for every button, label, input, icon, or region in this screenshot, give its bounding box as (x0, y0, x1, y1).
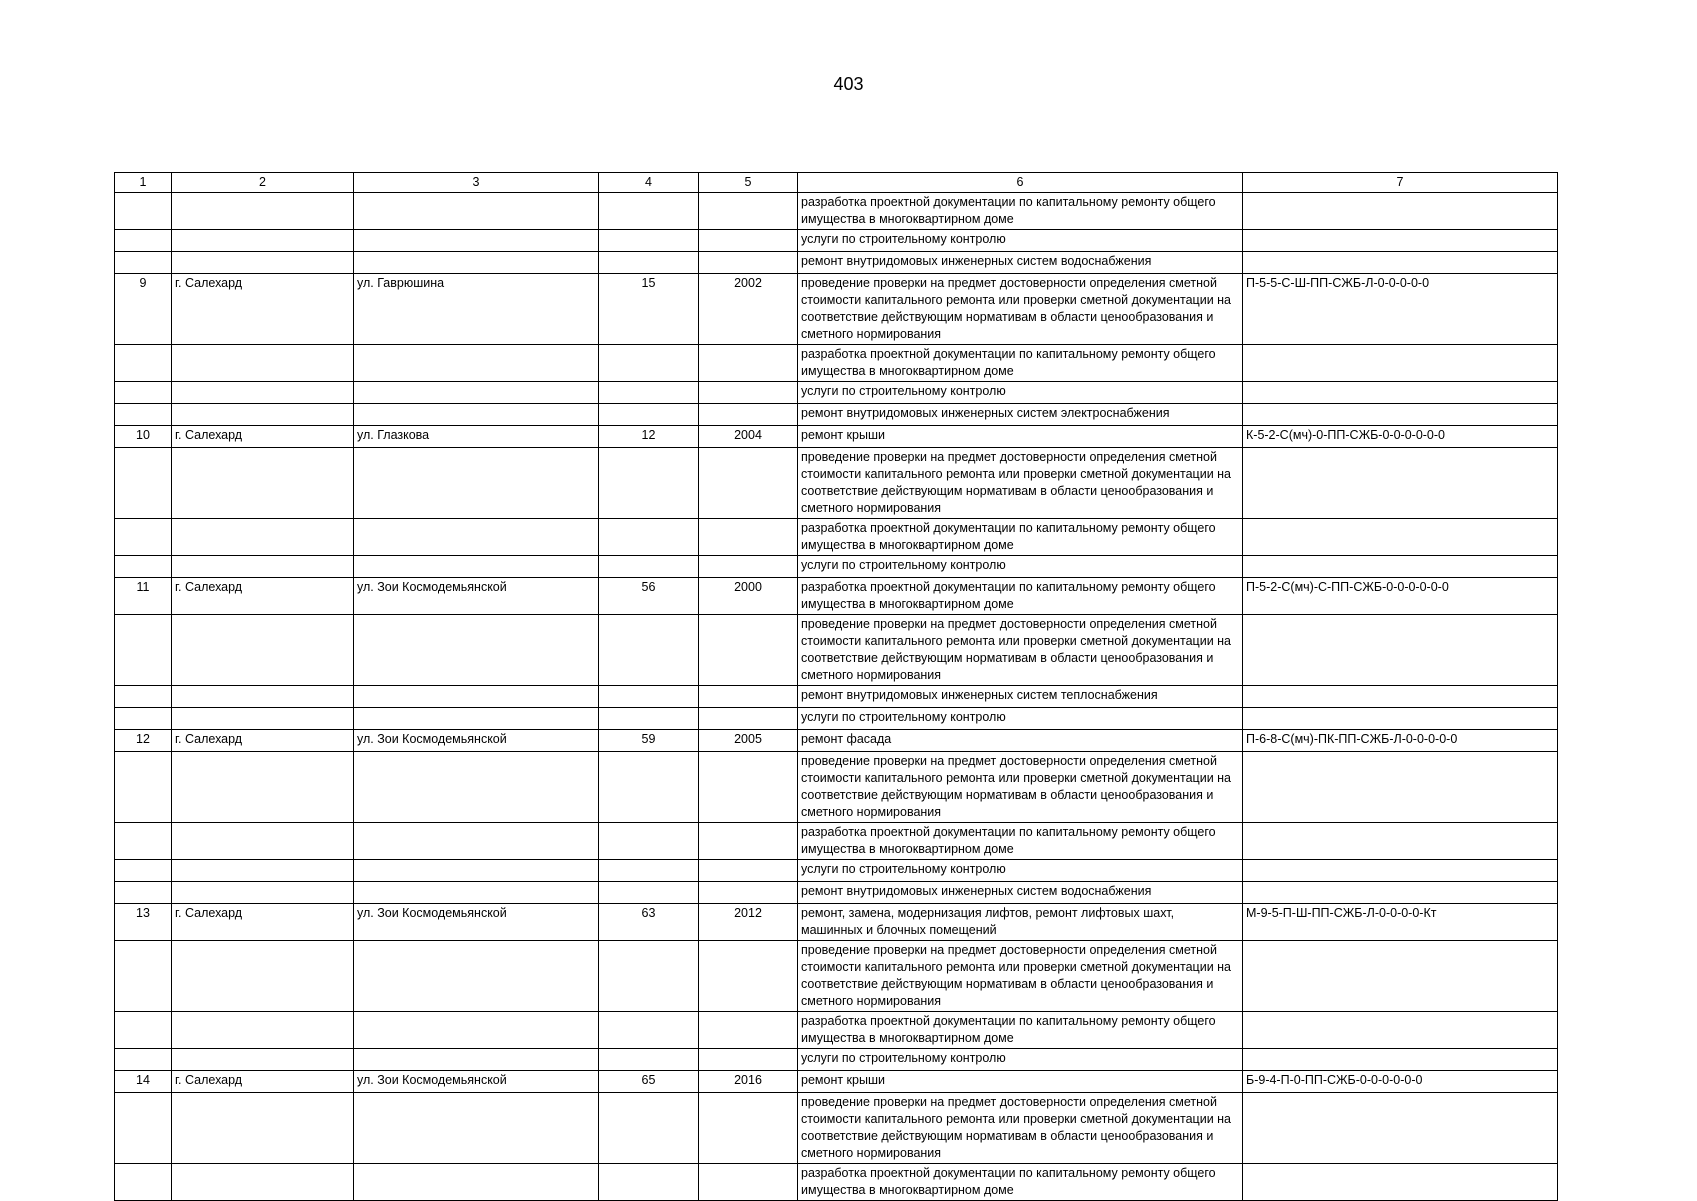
year-cell (699, 752, 798, 823)
street-cell (354, 752, 599, 823)
work-type-cell: проведение проверки на предмет достоверности определения сметной стоимости капитального ремонта или проверки сметной документации на соответствие действующим нормативам в области ценообразования и сметного нормирования (798, 752, 1243, 823)
house-number-cell: 63 (599, 904, 699, 941)
house-code-cell (1243, 252, 1558, 274)
work-type-cell: проведение проверки на предмет достоверности определения сметной стоимости капитального ремонта или проверки сметной документации на соответствие действующим нормативам в области ценообразования и сметного нормирования (798, 448, 1243, 519)
year-cell (699, 382, 798, 404)
house-number-cell (599, 615, 699, 686)
city-cell (172, 345, 354, 382)
house-number-cell: 56 (599, 578, 699, 615)
year-cell (699, 252, 798, 274)
house-number-cell (599, 1093, 699, 1164)
work-type-cell: услуги по строительному контролю (798, 1049, 1243, 1071)
house-number-cell (599, 1164, 699, 1201)
table-row (115, 1012, 1558, 1049)
table-row (115, 404, 1558, 426)
street-cell (354, 823, 599, 860)
row-number-cell (115, 1164, 172, 1201)
row-number-cell (115, 345, 172, 382)
work-type-cell: ремонт фасада (798, 730, 1243, 752)
house-number-cell: 65 (599, 1071, 699, 1093)
year-cell: 2002 (699, 274, 798, 345)
table-row (115, 1071, 1558, 1093)
year-cell (699, 193, 798, 230)
work-type-cell: ремонт крыши (798, 1071, 1243, 1093)
year-cell: 2012 (699, 904, 798, 941)
house-code-cell (1243, 556, 1558, 578)
row-number-cell (115, 1049, 172, 1071)
work-type-cell: ремонт, замена, модернизация лифтов, ремонт лифтовых шахт, машинных и блочных помещений (798, 904, 1243, 941)
street-cell: ул. Зои Космодемьянской (354, 904, 599, 941)
house-number-cell (599, 448, 699, 519)
house-code-cell (1243, 193, 1558, 230)
row-number-cell: 13 (115, 904, 172, 941)
city-cell (172, 404, 354, 426)
house-number-cell (599, 230, 699, 252)
year-cell (699, 882, 798, 904)
city-cell (172, 1164, 354, 1201)
house-code-cell (1243, 519, 1558, 556)
work-type-cell: разработка проектной документации по капитальному ремонту общего имущества в многоквартирном доме (798, 1164, 1243, 1201)
house-code-cell (1243, 615, 1558, 686)
year-cell (699, 230, 798, 252)
city-cell (172, 193, 354, 230)
row-number-cell (115, 519, 172, 556)
city-cell (172, 1093, 354, 1164)
table-row (115, 708, 1558, 730)
work-type-cell: услуги по строительному контролю (798, 382, 1243, 404)
year-cell (699, 860, 798, 882)
housing-repair-table (114, 172, 1558, 1201)
row-number-cell (115, 941, 172, 1012)
house-number-cell (599, 708, 699, 730)
table-row (115, 193, 1558, 230)
row-number-cell (115, 686, 172, 708)
house-code-cell (1243, 404, 1558, 426)
house-number-cell (599, 882, 699, 904)
street-cell: ул. Гаврюшина (354, 274, 599, 345)
row-number-cell (115, 1093, 172, 1164)
house-code-cell (1243, 882, 1558, 904)
work-type-cell: разработка проектной документации по капитальному ремонту общего имущества в многоквартирном доме (798, 1012, 1243, 1049)
house-number-cell (599, 345, 699, 382)
row-number-cell: 12 (115, 730, 172, 752)
table-row (115, 752, 1558, 823)
year-cell (699, 941, 798, 1012)
city-cell (172, 686, 354, 708)
work-type-cell: проведение проверки на предмет достоверности определения сметной стоимости капитального ремонта или проверки сметной документации на соответствие действующим нормативам в области ценообразования и сметного нормирования (798, 1093, 1243, 1164)
table-row (115, 578, 1558, 615)
work-type-cell: услуги по строительному контролю (798, 708, 1243, 730)
column-header-5: 5 (699, 173, 798, 193)
row-number-cell (115, 882, 172, 904)
street-cell (354, 708, 599, 730)
house-code-cell: П-5-5-С-Ш-ПП-СЖБ-Л-0-0-0-0-0 (1243, 274, 1558, 345)
year-cell (699, 823, 798, 860)
year-cell: 2016 (699, 1071, 798, 1093)
table-row (115, 519, 1558, 556)
work-type-cell: ремонт внутридомовых инженерных систем электроснабжения (798, 404, 1243, 426)
street-cell: ул. Зои Космодемьянской (354, 730, 599, 752)
street-cell (354, 1012, 599, 1049)
house-number-cell (599, 823, 699, 860)
year-cell (699, 686, 798, 708)
column-header-7: 7 (1243, 173, 1558, 193)
house-code-cell (1243, 1164, 1558, 1201)
row-number-cell (115, 404, 172, 426)
table-row (115, 686, 1558, 708)
street-cell (354, 404, 599, 426)
city-cell (172, 752, 354, 823)
house-number-cell (599, 556, 699, 578)
page-number: 403 (833, 74, 864, 94)
street-cell (354, 193, 599, 230)
house-number-cell (599, 1012, 699, 1049)
year-cell (699, 1164, 798, 1201)
house-code-cell (1243, 448, 1558, 519)
city-cell (172, 1049, 354, 1071)
row-number-cell: 11 (115, 578, 172, 615)
year-cell (699, 1093, 798, 1164)
house-code-cell (1243, 345, 1558, 382)
table-row (115, 426, 1558, 448)
table-row (115, 823, 1558, 860)
street-cell: ул. Зои Космодемьянской (354, 1071, 599, 1093)
table-row (115, 274, 1558, 345)
city-cell: г. Салехард (172, 1071, 354, 1093)
house-code-cell (1243, 686, 1558, 708)
house-code-cell (1243, 382, 1558, 404)
year-cell (699, 404, 798, 426)
work-type-cell: ремонт крыши (798, 426, 1243, 448)
street-cell (354, 556, 599, 578)
house-number-cell: 59 (599, 730, 699, 752)
year-cell (699, 615, 798, 686)
street-cell (354, 230, 599, 252)
work-type-cell: проведение проверки на предмет достоверности определения сметной стоимости капитального ремонта или проверки сметной документации на соответствие действующим нормативам в области ценообразования и сметного нормирования (798, 615, 1243, 686)
table-row (115, 860, 1558, 882)
work-type-cell: разработка проектной документации по капитальному ремонту общего имущества в многоквартирном доме (798, 193, 1243, 230)
city-cell (172, 823, 354, 860)
row-number-cell (115, 448, 172, 519)
work-type-cell: разработка проектной документации по капитальному ремонту общего имущества в многоквартирном доме (798, 578, 1243, 615)
table-row (115, 345, 1558, 382)
house-number-cell (599, 1049, 699, 1071)
house-code-cell (1243, 860, 1558, 882)
year-cell (699, 708, 798, 730)
city-cell (172, 230, 354, 252)
row-number-cell (115, 823, 172, 860)
street-cell (354, 882, 599, 904)
city-cell: г. Салехард (172, 904, 354, 941)
column-header-4: 4 (599, 173, 699, 193)
city-cell (172, 941, 354, 1012)
house-number-cell (599, 382, 699, 404)
city-cell (172, 1012, 354, 1049)
table-row (115, 941, 1558, 1012)
work-type-cell: проведение проверки на предмет достоверности определения сметной стоимости капитального ремонта или проверки сметной документации на соответствие действующим нормативам в области ценообразования и сметного нормирования (798, 941, 1243, 1012)
house-code-cell (1243, 1093, 1558, 1164)
house-code-cell (1243, 1012, 1558, 1049)
year-cell (699, 556, 798, 578)
house-number-cell: 15 (599, 274, 699, 345)
house-code-cell (1243, 1049, 1558, 1071)
street-cell: ул. Зои Космодемьянской (354, 578, 599, 615)
city-cell (172, 519, 354, 556)
table-row (115, 1164, 1558, 1201)
street-cell (354, 686, 599, 708)
house-code-cell (1243, 708, 1558, 730)
house-code-cell (1243, 941, 1558, 1012)
row-number-cell (115, 1012, 172, 1049)
street-cell (354, 941, 599, 1012)
year-cell (699, 1012, 798, 1049)
work-type-cell: услуги по строительному контролю (798, 860, 1243, 882)
house-number-cell (599, 752, 699, 823)
city-cell (172, 556, 354, 578)
house-number-cell (599, 519, 699, 556)
row-number-cell: 14 (115, 1071, 172, 1093)
row-number-cell (115, 708, 172, 730)
year-cell (699, 345, 798, 382)
street-cell (354, 1049, 599, 1071)
year-cell (699, 448, 798, 519)
work-type-cell: разработка проектной документации по капитальному ремонту общего имущества в многоквартирном доме (798, 823, 1243, 860)
work-type-cell: ремонт внутридомовых инженерных систем водоснабжения (798, 882, 1243, 904)
table-row (115, 382, 1558, 404)
street-cell (354, 860, 599, 882)
city-cell: г. Салехард (172, 578, 354, 615)
city-cell (172, 708, 354, 730)
city-cell (172, 448, 354, 519)
house-code-cell (1243, 230, 1558, 252)
table-row (115, 556, 1558, 578)
table-row (115, 730, 1558, 752)
work-type-cell: ремонт внутридомовых инженерных систем водоснабжения (798, 252, 1243, 274)
row-number-cell: 10 (115, 426, 172, 448)
work-type-cell: услуги по строительному контролю (798, 230, 1243, 252)
column-header-6: 6 (798, 173, 1243, 193)
row-number-cell (115, 193, 172, 230)
table-row (115, 1049, 1558, 1071)
house-number-cell (599, 860, 699, 882)
house-number-cell (599, 193, 699, 230)
city-cell (172, 882, 354, 904)
house-number-cell (599, 941, 699, 1012)
row-number-cell (115, 556, 172, 578)
house-code-cell (1243, 823, 1558, 860)
table-row (115, 230, 1558, 252)
work-type-cell: услуги по строительному контролю (798, 556, 1243, 578)
year-cell (699, 1049, 798, 1071)
house-code-cell: П-6-8-С(мч)-ПК-ПП-СЖБ-Л-0-0-0-0-0 (1243, 730, 1558, 752)
street-cell (354, 448, 599, 519)
table-header-row (115, 173, 1558, 193)
house-code-cell: П-5-2-С(мч)-С-ПП-СЖБ-0-0-0-0-0-0 (1243, 578, 1558, 615)
row-number-cell (115, 230, 172, 252)
street-cell (354, 615, 599, 686)
row-number-cell (115, 382, 172, 404)
row-number-cell (115, 615, 172, 686)
table-row (115, 1093, 1558, 1164)
house-code-cell: М-9-5-П-Ш-ПП-СЖБ-Л-0-0-0-0-Кт (1243, 904, 1558, 941)
table-row (115, 252, 1558, 274)
house-number-cell (599, 404, 699, 426)
street-cell (354, 345, 599, 382)
street-cell (354, 252, 599, 274)
street-cell: ул. Глазкова (354, 426, 599, 448)
house-code-cell: К-5-2-С(мч)-0-ПП-СЖБ-0-0-0-0-0-0 (1243, 426, 1558, 448)
table-row (115, 882, 1558, 904)
column-header-2: 2 (172, 173, 354, 193)
street-cell (354, 519, 599, 556)
city-cell: г. Салехард (172, 730, 354, 752)
year-cell (699, 519, 798, 556)
work-type-cell: ремонт внутридомовых инженерных систем теплоснабжения (798, 686, 1243, 708)
street-cell (354, 1093, 599, 1164)
house-number-cell (599, 686, 699, 708)
house-code-cell: Б-9-4-П-0-ПП-СЖБ-0-0-0-0-0-0 (1243, 1071, 1558, 1093)
row-number-cell (115, 752, 172, 823)
city-cell (172, 860, 354, 882)
house-code-cell (1243, 752, 1558, 823)
house-number-cell: 12 (599, 426, 699, 448)
column-header-3: 3 (354, 173, 599, 193)
city-cell (172, 615, 354, 686)
work-type-cell: разработка проектной документации по капитальному ремонту общего имущества в многоквартирном доме (798, 519, 1243, 556)
house-number-cell (599, 252, 699, 274)
column-header-1: 1 (115, 173, 172, 193)
year-cell: 2000 (699, 578, 798, 615)
street-cell (354, 1164, 599, 1201)
row-number-cell (115, 860, 172, 882)
work-type-cell: проведение проверки на предмет достоверности определения сметной стоимости капитального ремонта или проверки сметной документации на соответствие действующим нормативам в области ценообразования и сметного нормирования (798, 274, 1243, 345)
street-cell (354, 382, 599, 404)
year-cell: 2005 (699, 730, 798, 752)
table-row (115, 904, 1558, 941)
city-cell: г. Салехард (172, 426, 354, 448)
city-cell (172, 252, 354, 274)
table-row (115, 448, 1558, 519)
table-body (115, 193, 1558, 1201)
row-number-cell (115, 252, 172, 274)
work-type-cell: разработка проектной документации по капитальному ремонту общего имущества в многоквартирном доме (798, 345, 1243, 382)
city-cell (172, 382, 354, 404)
year-cell: 2004 (699, 426, 798, 448)
table-row (115, 615, 1558, 686)
city-cell: г. Салехард (172, 274, 354, 345)
row-number-cell: 9 (115, 274, 172, 345)
